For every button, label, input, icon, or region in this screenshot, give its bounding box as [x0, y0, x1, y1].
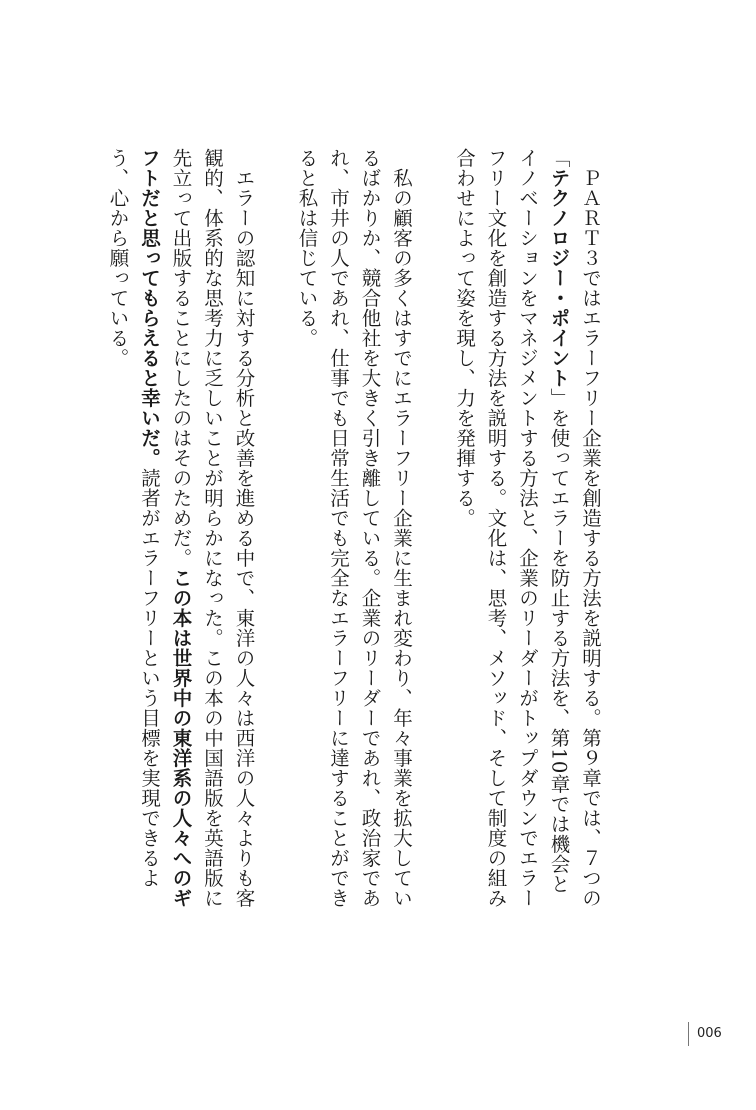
text-segment: 」を使ってエラーを防止する方法を、第10章では機会とイノベーションをマネジメントする方法と、企業のリーダーがトップダウンでエラーフリー文化を創造する方法を説明する。文化は、思考、メソッド、そして制度の組み合わせによって姿を現し、力を発揮する。 — [453, 148, 571, 908]
paragraph — [291, 148, 417, 908]
page-number: 006 — [688, 1022, 722, 1046]
text-segment: 読者がエラーフリーという目標を実現できるよう、心から願っている。 — [106, 148, 161, 888]
paragraph — [449, 148, 607, 908]
paragraph — [102, 148, 260, 908]
text-segment: エラーの認知に対する分析と改善を進める中で、東洋の人々は西洋の人々よりも客観的、体系的な思考力に乏しいことが明らかになった。この本の中国語版を英語版に先立って出版することにしたのはそのためだ。 — [169, 148, 256, 908]
bold-term-technology-point: テクノロジー・ポイント — [547, 168, 571, 388]
body-text — [102, 148, 606, 908]
text-segment: 私の顧客の多くはすでにエラーフリー企業に生まれ変わり、年々事業を拡大しているばかりか、競合他社を大きく引き離している。企業のリーダーであれ、政治家であれ、市井の人であれ、仕事でも日常生活でも完全なエラーフリーに達することができると私は信じている。 — [295, 148, 413, 908]
text-segment: ＰＡＲＴ３ではエラーフリー企業を創造する方法を説明する。第９章では、７つの「 — [547, 148, 602, 908]
bold-emphasis: この本は世界中の東洋系の人々へのギフトだと思ってもらえると幸いだ。 — [138, 148, 193, 908]
